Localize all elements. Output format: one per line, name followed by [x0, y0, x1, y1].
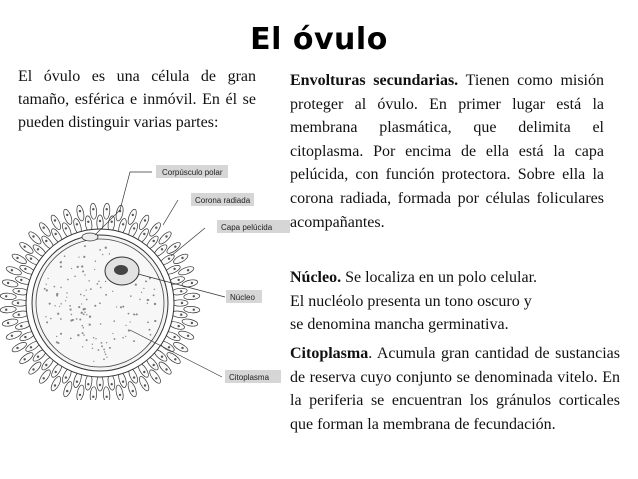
cytoplasm-granule [88, 280, 89, 281]
cytoplasm-granule [84, 274, 85, 275]
cytoplasm-granule [102, 254, 103, 255]
follicle-cell-nucleus [7, 282, 9, 284]
cytoplasm-granule [130, 295, 132, 297]
cytoplasm-granule [109, 347, 111, 349]
cytoplasm-granule [125, 336, 126, 337]
follicle-cell-nucleus [193, 295, 195, 297]
follicle-cell-nucleus [153, 240, 155, 242]
cytoplasm-granule [71, 268, 72, 269]
cytoplasm-granule [67, 279, 69, 281]
cytoplasm-granule [78, 306, 80, 308]
follicle-cell-nucleus [174, 358, 176, 360]
follicle-cell-nucleus [155, 227, 157, 229]
label-zona: Capa pelúcida [221, 223, 273, 232]
cytoplasm-granule [133, 313, 135, 315]
follicle-cell-nucleus [165, 368, 167, 370]
cytoplasm-granule [82, 346, 83, 347]
ovum-diagram [0, 150, 290, 400]
label-cytoplasm: Citoplasma [229, 373, 270, 382]
follicle-cell-nucleus [132, 214, 134, 216]
cytoplasm-granule [47, 278, 48, 279]
cytoplasm-granule [112, 291, 113, 292]
cytoplasm-granule [139, 299, 140, 300]
cytoplasm-granule [60, 318, 62, 320]
follicle-cell-nucleus [76, 223, 78, 225]
follicle-cell [137, 214, 150, 231]
cytoplasm-granule [81, 303, 82, 304]
cytoplasm-granule [82, 308, 84, 310]
cytoplasm-granule [70, 319, 72, 321]
cytoplasm-granule [49, 303, 51, 305]
follicle-cell-nucleus [165, 235, 167, 237]
follicle-cell [49, 375, 62, 392]
cytoplasm-granule [65, 300, 66, 301]
follicle-cell-nucleus [30, 346, 32, 348]
follicle-cell-nucleus [66, 214, 68, 216]
follicle-cell [38, 221, 53, 238]
cytoplasm-granule [99, 249, 101, 251]
nucleolus [114, 265, 128, 275]
follicle-cell-nucleus [168, 258, 170, 260]
cytoplasm-granule [81, 265, 83, 267]
cytoplasm-granule [94, 269, 95, 270]
follicle-cell-nucleus [45, 364, 47, 366]
cytoplasm-granule [46, 321, 48, 323]
citoplasma-heading: Citoplasma [290, 345, 369, 362]
envolturas-heading: Envolturas secundarias. [290, 72, 459, 89]
cytoplasm-granule [98, 349, 100, 351]
follicle-cell-nucleus [180, 314, 182, 316]
follicle-cell-nucleus [178, 279, 180, 281]
cytoplasm-granule [100, 287, 102, 289]
cytoplasm-granule [122, 337, 124, 339]
cytoplasm-granule [82, 270, 84, 272]
cytoplasm-granule [101, 342, 103, 344]
follicle-cell [18, 351, 35, 366]
label-corona: Corona radiada [195, 196, 251, 205]
follicle-cell [137, 375, 150, 392]
envolturas-text: Tienen como misión proteger al óvulo. En primer lugar está la membrana plasmática, que delimita el citoplasma. Por encima de ella está la capa pelúcida, con función protectora. Sobre ella la corona radiada, formada por células foliculares acompañantes. [290, 72, 604, 231]
cytoplasm-granule [79, 319, 81, 321]
nucleo-heading: Núcleo. [290, 269, 342, 286]
cytoplasm-granule [66, 292, 67, 293]
cytoplasm-granule [60, 287, 61, 288]
cytoplasm-granule [128, 313, 130, 315]
cytoplasm-granule [83, 295, 84, 296]
cytoplasm-granule [154, 320, 156, 322]
follicle-cell-nucleus [144, 219, 146, 221]
cytoplasm-granule [112, 333, 113, 334]
nucleo-line-3: se denomina mancha germinativa. [290, 316, 509, 334]
follicle-cell-nucleus [5, 309, 7, 311]
follicle-cell-nucleus [168, 346, 170, 348]
cytoplasm-granule [94, 305, 96, 307]
cytoplasm-granule [95, 260, 96, 261]
cytoplasm-granule [60, 266, 62, 268]
citoplasma-paragraph [290, 342, 620, 436]
follicle-cell-nucleus [111, 221, 113, 223]
follicle-cell-nucleus [79, 210, 81, 212]
cytoplasm-granule [83, 327, 85, 329]
cytoplasm-granule [46, 284, 47, 285]
cytoplasm-granule [77, 266, 79, 268]
follicle-cell-nucleus [132, 390, 134, 392]
cytoplasm-granule [143, 288, 144, 289]
follicle-cell-nucleus [99, 384, 101, 386]
follicle-cell [148, 368, 163, 385]
cytoplasm-granule [95, 338, 96, 339]
cytoplasm-granule [141, 292, 142, 293]
follicle-cell-nucleus [24, 246, 26, 248]
cytoplasm-granule [104, 351, 105, 352]
cytoplasm-granule [82, 325, 84, 327]
cytoplasm-granule [106, 357, 107, 358]
follicle-cell-nucleus [143, 371, 145, 373]
cytoplasm-granule [92, 344, 93, 345]
follicle-cell-nucleus [193, 309, 195, 311]
follicle-cell-nucleus [16, 347, 18, 349]
cytoplasm-granule [69, 305, 71, 307]
cytoplasm-granule [64, 255, 66, 257]
citoplasma-text: . Acumula gran cantidad de sustancias de reserva cuyo conjunto se denominada vitelo. En la periferia se encuentran los gránulos corticales que forman la membrana de fecundación. [290, 345, 620, 433]
follicle-cell [184, 293, 200, 301]
follicle-cell [165, 241, 182, 256]
cytoplasm-granule [125, 325, 126, 326]
follicle-cell [11, 252, 28, 265]
follicle-cell-nucleus [43, 377, 45, 379]
follicle-cell-nucleus [43, 227, 45, 229]
follicle-cell-nucleus [76, 381, 78, 383]
follicle-cell [38, 368, 53, 385]
cytoplasm-granule [60, 333, 62, 335]
leader-corona [163, 200, 178, 225]
follicle-cell [172, 340, 189, 353]
follicle-cell-nucleus [24, 358, 26, 360]
cytoplasm-granule [105, 281, 106, 282]
follicle-cell [49, 214, 62, 231]
cytoplasm-granule [154, 303, 156, 305]
follicle-cell-nucleus [16, 257, 18, 259]
cytoplasm-granule [46, 289, 48, 291]
cytoplasm-granule [56, 293, 58, 295]
cytoplasm-granule [81, 312, 83, 314]
follicle-cell [27, 230, 43, 246]
follicle-cell-nucleus [143, 233, 145, 235]
follicle-cell-nucleus [24, 336, 26, 338]
follicle-cell-nucleus [191, 322, 193, 324]
cytoplasm-granule [54, 305, 55, 306]
follicle-cell-nucleus [111, 383, 113, 385]
follicle-cell-nucleus [18, 290, 20, 292]
follicle-cell-nucleus [161, 356, 163, 358]
follicle-cell [148, 221, 163, 238]
follicle-cell-nucleus [181, 347, 183, 349]
leader-zona [171, 228, 205, 256]
follicle-cell-nucleus [106, 396, 108, 398]
cytoplasm-granule [133, 340, 135, 342]
follicle-cell-nucleus [55, 371, 57, 373]
follicle-cell-nucleus [20, 325, 22, 327]
cytoplasm-granule [57, 342, 59, 344]
follicle-cell-nucleus [178, 325, 180, 327]
follicle-cell-nucleus [144, 384, 146, 386]
follicle-cell-nucleus [32, 368, 34, 370]
follicle-cell [11, 340, 28, 353]
follicle-cell-nucleus [133, 376, 135, 378]
follicle-cell [184, 306, 200, 314]
cytoplasm-granule [106, 342, 107, 343]
cytoplasm-granule [70, 309, 72, 311]
cytoplasm-granule [116, 306, 117, 307]
cytoplasm-granule [98, 280, 100, 282]
follicle-cell-nucleus [155, 377, 157, 379]
follicle-cell-nucleus [18, 314, 20, 316]
follicle-cell [0, 293, 16, 301]
follicle-cell-nucleus [174, 246, 176, 248]
label-polar-body: Corpúsculo polar [162, 168, 223, 177]
cytoplasm-granule [100, 323, 102, 325]
cytoplasm-granule [136, 313, 138, 315]
nucleo-paragraph [290, 266, 610, 337]
follicle-cell [90, 203, 98, 219]
page-title: El óvulo [250, 22, 388, 57]
cytoplasm-granule [99, 302, 101, 304]
cytoplasm-granule [120, 306, 122, 308]
cytoplasm-granule [90, 288, 92, 290]
follicle-cell-nucleus [20, 279, 22, 281]
follicle-cell [18, 241, 35, 256]
cytoplasm-granule [103, 358, 105, 360]
cytoplasm-granule [147, 321, 149, 323]
follicle-cell-nucleus [180, 290, 182, 292]
follicle-cell [157, 230, 173, 246]
cytoplasm-granule [93, 337, 94, 338]
cytoplasm-granule [71, 314, 72, 315]
envolturas-paragraph [290, 69, 604, 234]
cytoplasm-granule [153, 294, 155, 296]
cytoplasm-granule [60, 261, 62, 263]
follicle-cell-nucleus [87, 383, 89, 385]
cytoplasm-granule [130, 321, 131, 322]
cytoplasm-granule [109, 253, 110, 254]
follicle-cell-nucleus [191, 282, 193, 284]
cytoplasm-granule [83, 334, 84, 335]
cytoplasm-granule [44, 288, 46, 290]
label-nucleus: Núcleo [230, 293, 255, 302]
cytoplasm-granule [83, 256, 85, 258]
cytoplasm-granule [80, 294, 82, 296]
cytoplasm-granule [74, 276, 76, 278]
follicle-cell [157, 360, 173, 376]
follicle-cell-nucleus [65, 376, 67, 378]
cytoplasm-granule [84, 245, 86, 247]
follicle-cell [27, 360, 43, 376]
follicle-cell-nucleus [122, 381, 124, 383]
follicle-cell-nucleus [17, 302, 19, 304]
follicle-cell-nucleus [187, 335, 189, 337]
follicle-cell-nucleus [119, 394, 121, 396]
cytoplasm-granule [105, 354, 107, 356]
follicle-cell-nucleus [79, 394, 81, 396]
follicle-cell-nucleus [30, 258, 32, 260]
follicle-cell-nucleus [45, 240, 47, 242]
cytoplasm-granule [154, 289, 155, 290]
cytoplasm-granule [60, 303, 61, 304]
follicle-cell-nucleus [65, 227, 67, 229]
cytoplasm-granule [86, 289, 87, 290]
cytoplasm-granule [105, 294, 107, 296]
follicle-cell-nucleus [122, 223, 124, 225]
follicle-cell-nucleus [37, 356, 39, 358]
follicle-cell-nucleus [24, 268, 26, 270]
nucleo-line-1: Se localiza en un polo celular. [345, 269, 538, 286]
cytoplasm-granule [89, 316, 91, 318]
cytoplasm-granule [145, 280, 147, 282]
cytoplasm-granule [92, 348, 93, 349]
cytoplasm-granule [78, 256, 79, 257]
cytoplasm-granule [82, 332, 84, 334]
cytoplasm-granule [113, 320, 115, 322]
cytoplasm-granule [114, 338, 116, 340]
follicle-cell-nucleus [92, 396, 94, 398]
cytoplasm-granule [56, 336, 57, 337]
follicle-cell-nucleus [54, 219, 56, 221]
cytoplasm-granule [83, 313, 85, 315]
follicle-cell-nucleus [55, 233, 57, 235]
cytoplasm-granule [149, 329, 151, 331]
follicle-cell-nucleus [173, 268, 175, 270]
follicle-cell [172, 252, 189, 265]
follicle-cell-nucleus [37, 248, 39, 250]
cytoplasm-granule [148, 299, 149, 300]
follicle-cell-nucleus [11, 269, 13, 271]
follicle-cell-nucleus [54, 384, 56, 386]
cytoplasm-granule [103, 349, 105, 351]
follicle-cell-nucleus [87, 221, 89, 223]
cytoplasm-granule [147, 303, 148, 304]
follicle-cell [0, 306, 16, 314]
cytoplasm-granule [50, 318, 52, 320]
cytoplasm-granule [93, 361, 94, 362]
follicle-cell-nucleus [7, 322, 9, 324]
cytoplasm-granule [135, 283, 137, 285]
follicle-cell [103, 203, 111, 219]
follicle-cell-nucleus [32, 235, 34, 237]
cytoplasm-granule [86, 339, 88, 341]
nucleo-line-2: El nucléolo presenta un tono oscuro y [290, 292, 532, 310]
cytoplasm-granule [59, 306, 60, 307]
follicle-cell-nucleus [153, 364, 155, 366]
cytoplasm-granule [84, 311, 85, 312]
follicle-cell-nucleus [11, 335, 13, 337]
follicle-cell-nucleus [5, 295, 7, 297]
intro-paragraph: El óvulo es una célula de gran tamaño, esférica e inmóvil. En él se pueden distinguir varias partes: [18, 68, 256, 132]
follicle-cell-nucleus [92, 208, 94, 210]
cytoplasm-granule [105, 247, 107, 249]
cytoplasm-granule [101, 345, 103, 347]
follicle-cell-nucleus [133, 227, 135, 229]
follicle-cell-nucleus [187, 269, 189, 271]
cytoplasm-granule [86, 299, 88, 301]
cytoplasm-granule [150, 334, 152, 336]
cytoplasm-granule [57, 313, 59, 315]
cytoplasm-granule [76, 318, 78, 320]
cytoplasm-granule [77, 334, 79, 336]
cytoplasm-granule [45, 316, 46, 317]
follicle-cell-nucleus [66, 390, 68, 392]
cytoplasm-granule [66, 297, 67, 298]
follicle-cell-nucleus [173, 336, 175, 338]
cytoplasm-granule [86, 314, 87, 315]
follicle-cell-nucleus [181, 257, 183, 259]
cytoplasm-granule [97, 283, 99, 285]
cytoplasm-granule [70, 338, 72, 340]
cytoplasm-granule [128, 329, 130, 331]
follicle-cell-nucleus [181, 302, 183, 304]
follicle-cell-nucleus [106, 208, 108, 210]
follicle-cell [165, 351, 182, 366]
cytoplasm-granule [89, 323, 91, 325]
follicle-cell-nucleus [99, 220, 101, 222]
cytoplasm-granule [54, 286, 56, 288]
follicle-cell-nucleus [161, 248, 163, 250]
cytoplasm-granule [122, 306, 124, 308]
